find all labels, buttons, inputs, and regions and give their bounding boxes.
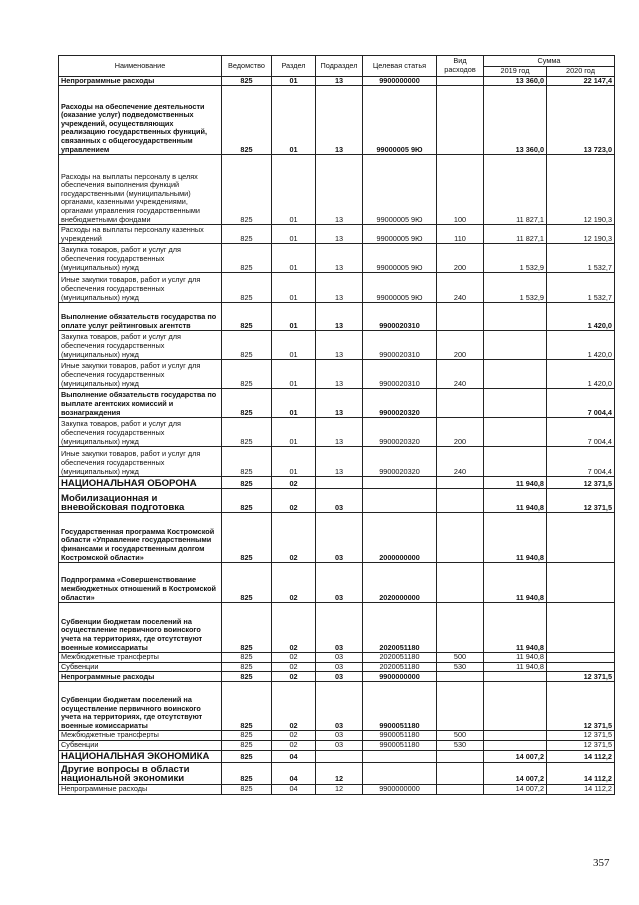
row-ved: 825 — [222, 731, 272, 741]
row-sum-2020 — [547, 653, 615, 663]
row-name: Расходы на выплаты персоналу казенных учреждений — [59, 225, 222, 244]
row-name: Иные закупки товаров, работ и услуг для обеспечения государственных (муниципальных) нужд — [59, 273, 222, 303]
row-ved: 825 — [222, 489, 272, 513]
row-podrazdel: 13 — [316, 360, 363, 389]
row-sum-2019: 14 007,2 — [484, 750, 547, 762]
row-razdel: 04 — [272, 762, 316, 784]
table-row — [59, 418, 615, 447]
row-cs: 9900020310 — [363, 360, 437, 389]
row-razdel: 04 — [272, 784, 316, 794]
row-sum-2020 — [547, 563, 615, 603]
row-razdel: 01 — [272, 86, 316, 155]
row-sum-2019: 11 940,8 — [484, 662, 547, 672]
row-name: Непрограммные расходы — [59, 784, 222, 794]
row-razdel: 02 — [272, 731, 316, 741]
row-podrazdel: 13 — [316, 418, 363, 447]
row-name: Субвенции — [59, 740, 222, 750]
row-podrazdel: 03 — [316, 740, 363, 750]
row-sum-2020: 7 004,4 — [547, 418, 615, 447]
table-row — [59, 731, 615, 741]
row-vr — [437, 513, 484, 563]
row-cs: 9900051180 — [363, 682, 437, 731]
row-podrazdel: 03 — [316, 513, 363, 563]
row-sum-2020 — [547, 603, 615, 653]
row-podrazdel: 13 — [316, 303, 363, 331]
row-sum-2020: 1 532,7 — [547, 273, 615, 303]
row-ved: 825 — [222, 563, 272, 603]
row-vr — [437, 603, 484, 653]
row-name: Иные закупки товаров, работ и услуг для обеспечения государственных (муниципальных) нужд — [59, 360, 222, 389]
row-vr: 530 — [437, 740, 484, 750]
row-ved: 825 — [222, 750, 272, 762]
row-cs: 9900020310 — [363, 303, 437, 331]
table-row — [59, 360, 615, 389]
row-podrazdel: 13 — [316, 225, 363, 244]
row-cs: 9900000000 — [363, 672, 437, 682]
row-cs: 9900000000 — [363, 784, 437, 794]
table-row — [59, 513, 615, 563]
row-name: Субвенции бюджетам поселений на осуществление первичного воинского учета на территориях, где отсутствуют военные комиссариаты — [59, 682, 222, 731]
row-razdel: 01 — [272, 76, 316, 86]
table-row — [59, 750, 615, 762]
row-ved: 825 — [222, 762, 272, 784]
table-row — [59, 225, 615, 244]
row-name: Закупка товаров, работ и услуг для обеспечения государственных (муниципальных) нужд — [59, 331, 222, 360]
table-row — [59, 273, 615, 303]
row-cs — [363, 750, 437, 762]
row-podrazdel: 13 — [316, 86, 363, 155]
row-razdel: 02 — [272, 603, 316, 653]
row-vr: 530 — [437, 662, 484, 672]
row-sum-2020 — [547, 662, 615, 672]
table-row — [59, 662, 615, 672]
row-cs: 2020051180 — [363, 603, 437, 653]
row-vr — [437, 86, 484, 155]
header-vr: Вид расходов — [437, 56, 484, 77]
table-row — [59, 653, 615, 663]
row-sum-2020: 12 371,5 — [547, 489, 615, 513]
row-podrazdel: 03 — [316, 489, 363, 513]
row-name: Подпрограмма «Совершенствование межбюджетных отношений в Костромской области» — [59, 563, 222, 603]
row-sum-2020: 12 371,5 — [547, 672, 615, 682]
budget-table — [58, 55, 615, 795]
row-razdel: 01 — [272, 244, 316, 273]
row-razdel: 01 — [272, 225, 316, 244]
row-ved: 825 — [222, 784, 272, 794]
row-sum-2019: 11 940,8 — [484, 489, 547, 513]
row-cs: 99000005 9Ю — [363, 273, 437, 303]
row-cs — [363, 762, 437, 784]
row-razdel: 01 — [272, 331, 316, 360]
row-sum-2020: 1 532,7 — [547, 244, 615, 273]
row-podrazdel: 03 — [316, 563, 363, 603]
row-razdel: 01 — [272, 360, 316, 389]
row-sum-2020: 14 112,2 — [547, 762, 615, 784]
row-vr: 240 — [437, 447, 484, 477]
row-sum-2020: 12 371,5 — [547, 682, 615, 731]
table-row — [59, 489, 615, 513]
row-cs: 9900051180 — [363, 740, 437, 750]
row-razdel: 02 — [272, 563, 316, 603]
row-razdel: 02 — [272, 740, 316, 750]
row-podrazdel: 12 — [316, 762, 363, 784]
row-ved: 825 — [222, 603, 272, 653]
row-sum-2019: 13 360,0 — [484, 76, 547, 86]
row-name: Закупка товаров, работ и услуг для обеспечения государственных (муниципальных) нужд — [59, 244, 222, 273]
table-row — [59, 563, 615, 603]
header-ved: Ведомство — [222, 56, 272, 77]
header-2019: 2019 год — [484, 67, 547, 77]
row-vr — [437, 76, 484, 86]
row-vr: 240 — [437, 360, 484, 389]
row-podrazdel — [316, 477, 363, 489]
row-sum-2020: 1 420,0 — [547, 331, 615, 360]
row-cs — [363, 489, 437, 513]
row-cs: 9900020320 — [363, 418, 437, 447]
row-razdel: 02 — [272, 672, 316, 682]
row-sum-2019 — [484, 418, 547, 447]
row-razdel: 02 — [272, 477, 316, 489]
row-sum-2020: 1 420,0 — [547, 360, 615, 389]
row-podrazdel: 13 — [316, 155, 363, 225]
row-sum-2019 — [484, 731, 547, 741]
row-razdel: 02 — [272, 662, 316, 672]
table-row — [59, 303, 615, 331]
row-name: НАЦИОНАЛЬНАЯ ЭКОНОМИКА — [59, 750, 222, 762]
row-name: НАЦИОНАЛЬНАЯ ОБОРОНА — [59, 477, 222, 489]
row-sum-2019: 11 827,1 — [484, 155, 547, 225]
row-cs: 9900020310 — [363, 331, 437, 360]
row-podrazdel: 03 — [316, 603, 363, 653]
row-sum-2020: 14 112,2 — [547, 750, 615, 762]
row-sum-2019: 1 532,9 — [484, 244, 547, 273]
row-podrazdel: 13 — [316, 273, 363, 303]
row-sum-2019: 11 940,8 — [484, 477, 547, 489]
row-name: Непрограммные расходы — [59, 76, 222, 86]
header-podrazdel: Подраздел — [316, 56, 363, 77]
row-vr: 200 — [437, 331, 484, 360]
row-podrazdel: 03 — [316, 672, 363, 682]
row-cs: 99000005 9Ю — [363, 244, 437, 273]
row-cs: 9900051180 — [363, 731, 437, 741]
row-vr — [437, 389, 484, 418]
row-cs: 99000005 9Ю — [363, 86, 437, 155]
row-sum-2019: 14 007,2 — [484, 784, 547, 794]
row-razdel: 01 — [272, 447, 316, 477]
table-body — [59, 76, 615, 794]
row-razdel: 01 — [272, 303, 316, 331]
row-razdel: 02 — [272, 513, 316, 563]
header-cs: Целевая статья — [363, 56, 437, 77]
row-podrazdel: 12 — [316, 784, 363, 794]
row-sum-2019: 11 940,8 — [484, 603, 547, 653]
row-vr — [437, 477, 484, 489]
row-sum-2019: 13 360,0 — [484, 86, 547, 155]
row-vr: 500 — [437, 653, 484, 663]
row-name: Межбюджетные трансферты — [59, 731, 222, 741]
row-ved: 825 — [222, 740, 272, 750]
row-vr: 200 — [437, 418, 484, 447]
table-row — [59, 244, 615, 273]
row-cs: 2020051180 — [363, 653, 437, 663]
row-razdel: 01 — [272, 389, 316, 418]
row-ved: 825 — [222, 662, 272, 672]
row-cs: 9900020320 — [363, 389, 437, 418]
row-name: Мобилизационная и вневойсковая подготовка — [59, 489, 222, 513]
row-cs: 99000005 9Ю — [363, 155, 437, 225]
row-sum-2020: 14 112,2 — [547, 784, 615, 794]
table-row — [59, 86, 615, 155]
row-cs — [363, 477, 437, 489]
table-row — [59, 784, 615, 794]
header-summa: Сумма — [484, 56, 615, 67]
row-razdel: 02 — [272, 653, 316, 663]
header-2020: 2020 год — [547, 67, 615, 77]
row-sum-2020: 12 371,5 — [547, 731, 615, 741]
row-vr — [437, 784, 484, 794]
table-row — [59, 603, 615, 653]
row-podrazdel: 13 — [316, 244, 363, 273]
row-sum-2019: 1 532,9 — [484, 273, 547, 303]
table-row — [59, 762, 615, 784]
row-ved: 825 — [222, 672, 272, 682]
row-ved: 825 — [222, 76, 272, 86]
row-vr — [437, 750, 484, 762]
table-row — [59, 155, 615, 225]
row-name: Выполнение обязательств государства по выплате агентских комиссий и вознаграждения — [59, 389, 222, 418]
row-sum-2019: 11 940,8 — [484, 653, 547, 663]
row-podrazdel: 03 — [316, 662, 363, 672]
row-ved: 825 — [222, 447, 272, 477]
row-sum-2019: 14 007,2 — [484, 762, 547, 784]
row-ved: 825 — [222, 653, 272, 663]
row-podrazdel: 13 — [316, 331, 363, 360]
row-sum-2020: 12 371,5 — [547, 740, 615, 750]
row-cs: 2020051180 — [363, 662, 437, 672]
header-name: Наименование — [59, 56, 222, 77]
row-name: Другие вопросы в области национальной экономики — [59, 762, 222, 784]
table-row — [59, 672, 615, 682]
row-ved: 825 — [222, 225, 272, 244]
row-ved: 825 — [222, 360, 272, 389]
row-razdel: 01 — [272, 155, 316, 225]
row-sum-2020: 12 190,3 — [547, 155, 615, 225]
row-podrazdel: 03 — [316, 653, 363, 663]
row-vr: 110 — [437, 225, 484, 244]
row-ved: 825 — [222, 418, 272, 447]
row-name: Иные закупки товаров, работ и услуг для обеспечения государственных (муниципальных) нужд — [59, 447, 222, 477]
row-name: Субвенции бюджетам поселений на осуществление первичного воинского учета на территориях, где отсутствуют военные комиссариаты — [59, 603, 222, 653]
table-row — [59, 331, 615, 360]
row-sum-2020: 1 420,0 — [547, 303, 615, 331]
table-row — [59, 389, 615, 418]
row-vr — [437, 672, 484, 682]
row-cs: 2000000000 — [363, 513, 437, 563]
row-name: Непрограммные расходы — [59, 672, 222, 682]
row-name: Закупка товаров, работ и услуг для обеспечения государственных (муниципальных) нужд — [59, 418, 222, 447]
row-vr — [437, 489, 484, 513]
row-podrazdel: 13 — [316, 447, 363, 477]
header-razdel: Раздел — [272, 56, 316, 77]
row-vr — [437, 762, 484, 784]
row-sum-2019 — [484, 303, 547, 331]
row-sum-2019 — [484, 682, 547, 731]
row-ved: 825 — [222, 682, 272, 731]
row-ved: 825 — [222, 244, 272, 273]
row-name: Расходы на обеспечение деятельности (оказание услуг) подведомственных учреждений, осуществляющих реализацию государственных функций, связанных с общегосударственным управлением — [59, 86, 222, 155]
row-razdel: 01 — [272, 273, 316, 303]
table-row — [59, 740, 615, 750]
row-name: Государственная программа Костромской области «Управление государственными финансами и государственным долгом Костромской области» — [59, 513, 222, 563]
row-sum-2019: 11 940,8 — [484, 513, 547, 563]
row-cs: 9900000000 — [363, 76, 437, 86]
row-vr — [437, 563, 484, 603]
row-sum-2019: 11 940,8 — [484, 563, 547, 603]
row-vr: 500 — [437, 731, 484, 741]
row-vr — [437, 303, 484, 331]
row-sum-2019 — [484, 740, 547, 750]
row-sum-2019 — [484, 331, 547, 360]
row-sum-2019 — [484, 672, 547, 682]
row-sum-2020: 13 723,0 — [547, 86, 615, 155]
row-cs: 99000005 9Ю — [363, 225, 437, 244]
table-row — [59, 682, 615, 731]
row-sum-2020: 22 147,4 — [547, 76, 615, 86]
row-podrazdel: 13 — [316, 76, 363, 86]
row-ved: 825 — [222, 389, 272, 418]
row-name: Межбюджетные трансферты — [59, 653, 222, 663]
row-ved: 825 — [222, 477, 272, 489]
row-podrazdel — [316, 750, 363, 762]
row-sum-2020: 7 004,4 — [547, 447, 615, 477]
row-sum-2019 — [484, 360, 547, 389]
row-podrazdel: 03 — [316, 682, 363, 731]
row-sum-2020: 12 190,3 — [547, 225, 615, 244]
row-ved: 825 — [222, 303, 272, 331]
row-cs: 9900020320 — [363, 447, 437, 477]
row-podrazdel: 03 — [316, 731, 363, 741]
row-vr — [437, 682, 484, 731]
row-ved: 825 — [222, 513, 272, 563]
row-podrazdel: 13 — [316, 389, 363, 418]
row-razdel: 02 — [272, 682, 316, 731]
row-ved: 825 — [222, 273, 272, 303]
row-sum-2020: 12 371,5 — [547, 477, 615, 489]
row-ved: 825 — [222, 331, 272, 360]
row-sum-2019 — [484, 447, 547, 477]
table-row — [59, 477, 615, 489]
row-ved: 825 — [222, 155, 272, 225]
row-sum-2020: 7 004,4 — [547, 389, 615, 418]
row-razdel: 01 — [272, 418, 316, 447]
row-razdel: 02 — [272, 489, 316, 513]
row-vr: 240 — [437, 273, 484, 303]
row-name: Расходы на выплаты персоналу в целях обеспечения выполнения функций государственными (муниципальными) органами, казенными учреждениями, органами управления государственными внебюджетными фондами — [59, 155, 222, 225]
row-ved: 825 — [222, 86, 272, 155]
row-vr: 200 — [437, 244, 484, 273]
row-razdel: 04 — [272, 750, 316, 762]
page-number: 357 — [593, 857, 610, 869]
table-row — [59, 447, 615, 477]
row-sum-2020 — [547, 513, 615, 563]
row-sum-2019: 11 827,1 — [484, 225, 547, 244]
row-name: Выполнение обязательств государства по оплате услуг рейтинговых агентств — [59, 303, 222, 331]
row-cs: 2020000000 — [363, 563, 437, 603]
row-vr: 100 — [437, 155, 484, 225]
table-row — [59, 76, 615, 86]
row-name: Субвенции — [59, 662, 222, 672]
row-sum-2019 — [484, 389, 547, 418]
